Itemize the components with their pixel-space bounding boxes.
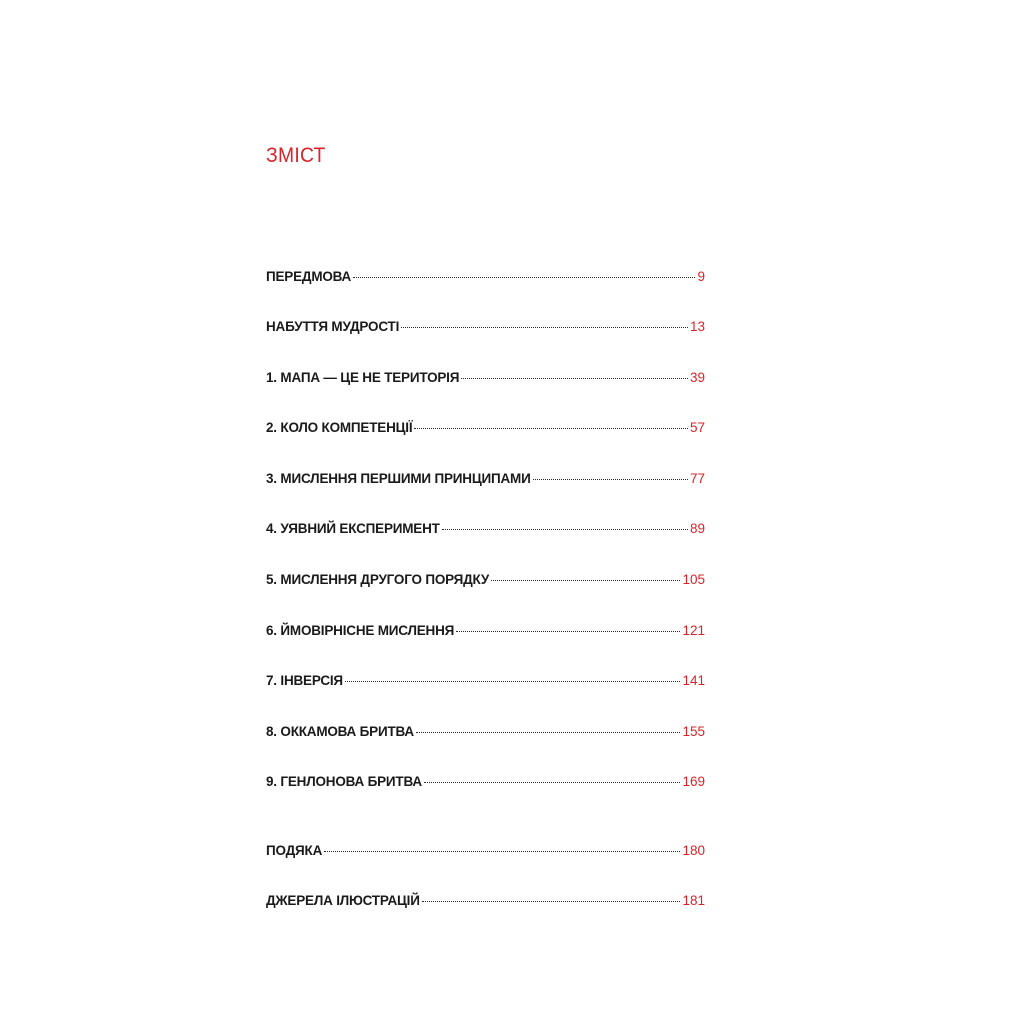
dot-leader <box>345 681 681 682</box>
toc-entry-preface[interactable] <box>266 267 705 287</box>
toc-entry-chapter-9[interactable] <box>266 772 705 792</box>
dot-leader <box>491 580 680 581</box>
toc-entry-page: 39 <box>689 370 705 385</box>
toc-entry-page: 77 <box>689 471 705 486</box>
toc-entry-page: 9 <box>697 269 705 284</box>
toc-entry-label: ПЕРЕДМОВА <box>266 269 352 284</box>
dot-leader <box>422 901 681 902</box>
toc-entry-page: 180 <box>682 843 705 858</box>
toc-entry-label: 7. ІНВЕРСІЯ <box>266 673 343 688</box>
dot-leader <box>416 732 681 733</box>
dot-leader <box>414 428 688 429</box>
toc-entry-label: 9. ГЕНЛОНОВА БРИТВА <box>266 774 422 789</box>
toc-entry-acknowledgements[interactable] <box>266 841 705 861</box>
toc-entry-page: 181 <box>682 893 705 908</box>
toc-entry-label: ДЖЕРЕЛА ІЛЮСТРАЦІЙ <box>266 893 420 908</box>
toc-entry-page: 105 <box>682 572 705 587</box>
toc-entry-illustration-sources[interactable] <box>266 891 705 911</box>
toc-entry-label: 6. ЙМОВІРНІСНЕ МИСЛЕННЯ <box>266 623 455 638</box>
toc-entry-chapter-8[interactable] <box>266 722 705 742</box>
toc-entry-label: 8. ОККАМОВА БРИТВА <box>266 724 414 739</box>
toc-entry-chapter-7[interactable] <box>266 671 705 691</box>
toc-entry-chapter-3[interactable] <box>266 469 705 489</box>
toc-entry-label: 2. КОЛО КОМПЕТЕНЦІЇ <box>266 420 413 435</box>
dot-leader <box>401 327 688 328</box>
dot-leader <box>456 631 680 632</box>
toc-entry-label: НАБУТТЯ МУДРОСТІ <box>266 319 400 334</box>
toc-entry-page: 141 <box>682 673 705 688</box>
toc-entry-page: 121 <box>682 623 705 638</box>
dot-leader <box>533 479 688 480</box>
dot-leader <box>461 378 688 379</box>
toc-entry-chapter-2[interactable] <box>266 418 705 438</box>
toc-entry-chapter-5[interactable] <box>266 570 705 590</box>
toc-entry-chapter-1[interactable] <box>266 368 705 388</box>
dot-leader <box>424 782 681 783</box>
toc-entry-page: 13 <box>689 319 705 334</box>
toc-entry-page: 89 <box>689 521 705 536</box>
toc-title: ЗМІСТ <box>266 144 326 167</box>
toc-entry-page: 169 <box>682 774 705 789</box>
toc-entry-label: 3. МИСЛЕННЯ ПЕРШИМИ ПРИНЦИПАМИ <box>266 471 531 486</box>
toc-entry-page: 57 <box>689 420 705 435</box>
toc-entry-label: ПОДЯКА <box>266 843 323 858</box>
toc-entry-chapter-6[interactable] <box>266 621 705 641</box>
dot-leader <box>353 277 695 278</box>
toc-entry-label: 1. МАПА — ЦЕ НЕ ТЕРИТОРІЯ <box>266 370 460 385</box>
toc-entry-label: 4. УЯВНИЙ ЕКСПЕРИМЕНТ <box>266 521 440 536</box>
dot-leader <box>442 529 688 530</box>
toc-entry-page: 155 <box>682 724 705 739</box>
toc-entry-label: 5. МИСЛЕННЯ ДРУГОГО ПОРЯДКУ <box>266 572 490 587</box>
toc-entry-chapter-4[interactable] <box>266 519 705 539</box>
dot-leader <box>324 851 680 852</box>
toc-entry-wisdom[interactable] <box>266 317 705 337</box>
